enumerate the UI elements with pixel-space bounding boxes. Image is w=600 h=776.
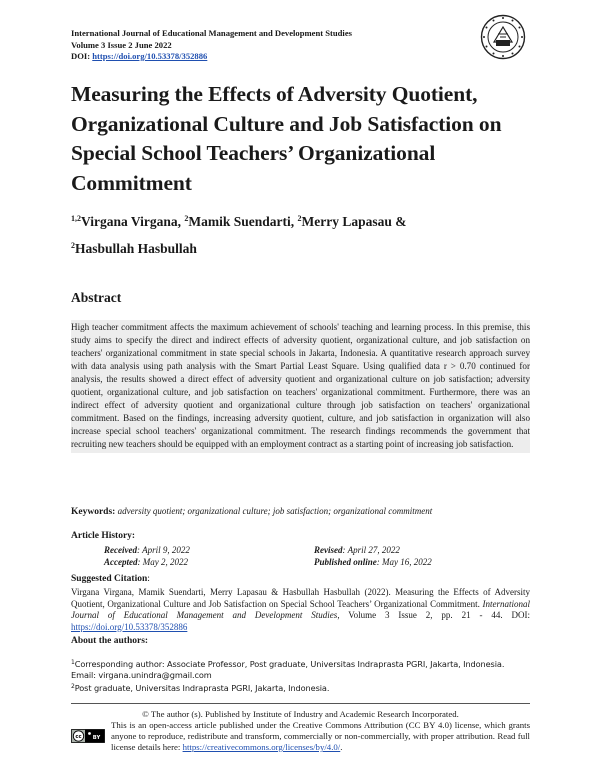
history-published: Published online: May 16, 2022 <box>314 557 432 567</box>
about-authors-heading: About the authors: <box>71 636 149 646</box>
footer-divider <box>71 703 530 704</box>
abstract-text: High teacher commitment affects the maximum achievement of schools' teaching and learning process. In this premise, this study aims to specify the direct and indirect effects of adversity quotient, organizational culture, and job satisfaction on teachers' organizational commitment in state special schools in Jakarta, Indonesia. A quantitative research approach survey with data analysis using path analysis with the Smart Partial Least Square. Using qualified data r > 0.70 continued for analysis, the results showed a direct effect of adversity quotient and organizational culture on job satisfaction; adversity quotient, organizational culture, and job satisfaction on teachers' organizational commitment. Furthermore, there was an indirect effect of adversity quotient and organizational culture through job satisfaction on teachers' organizational commitment. Based on the findings, increasing adversity quotient, culture, and job satisfaction in organization will also increase special school teachers' organizational commitment. The research findings recommends the government that recruiting new teachers should be equipped with an employment contract as a starting point of increasing job satisfaction. <box>71 320 530 453</box>
journal-name: International Journal of Educational Management and Development Studies <box>71 28 352 38</box>
footnote-1: $^1$Corresponding author: Associate Professor, Post graduate, Universitas Indraprasta PGRI, Jakarta, Indonesia. Email: virgana.unindra@gmail.com <box>71 659 505 680</box>
author: $^2$Mamik Suendarti, <box>184 214 298 229</box>
history-received: Received: April 9, 2022 <box>104 545 190 555</box>
doi-link[interactable]: https://doi.org/10.53378/352886 <box>92 51 208 61</box>
keywords <box>71 505 530 518</box>
author: $^2$Hasbullah Hasbullah <box>71 241 197 256</box>
author: $^{1,2}$Virgana Virgana, <box>71 214 185 229</box>
abstract-heading: Abstract <box>71 290 122 305</box>
history-revised: Revised: April 27, 2022 <box>314 545 400 555</box>
journal-doi: DOI: https://doi.org/10.53378/352886 <box>71 51 208 61</box>
copyright-line: © The author (s). Published by Institute of Industry and Academic Research Incorporated. <box>142 709 459 719</box>
journal-issue: Volume 3 Issue 2 June 2022 <box>71 39 172 50</box>
author: $^2$Merry Lapasau & <box>297 214 407 229</box>
license-text: This is an open-access article published under the Creative Commons Attribution (CC BY 4.0) license, which grants anyone to reproduce, redistribute and transform, commercially or non-commercially, with proper attribution. Read full license details here: https://creativecommons.org/licenses/by/4.0/. <box>111 720 530 752</box>
journal-header <box>71 28 451 63</box>
cc-badge-label: cc <box>75 734 82 740</box>
article-history-heading: Article History: <box>71 531 136 541</box>
keywords-text: adversity quotient; organizational culture; job satisfaction; organizational commitment <box>117 506 433 516</box>
cc-by-license-icon <box>71 729 105 743</box>
citation-doi-link[interactable]: https://doi.org/10.53378/352886 <box>71 621 188 632</box>
history-accepted: Accepted: May 2, 2022 <box>104 557 188 567</box>
author-list <box>71 207 541 261</box>
citation-heading: Suggested Citation: <box>71 574 150 584</box>
license-link[interactable]: https://creativecommons.org/licenses/by/4.0/ <box>182 742 341 752</box>
institute-seal-icon <box>480 14 526 60</box>
footnote-2: $^2$Post graduate, Universitas Indraprasta PGRI, Jakarta, Indonesia. <box>71 683 330 693</box>
keywords-label: Keywords: <box>71 507 116 517</box>
paper-title: Measuring the Effects of Adversity Quotient, Organizational Culture and Job Satisfaction on Special School Teachers’ Organizational Commitment <box>71 82 502 195</box>
by-badge-label: BY <box>92 735 101 741</box>
citation-text: Virgana Virgana, Mamik Suendarti, Merry Lapasau & Hasbullah Hasbullah (2022). Measuring the Effects of Adversity Quotient, Organizational Culture and Job Satisfaction on Special School Teachers’ Organizational Commitment. International Journal of Educational Management and Development Studies, Volume 3 Issue 2, pp. 21 - 44. DOI: https://doi.org/10.53378/352886 <box>71 587 530 632</box>
